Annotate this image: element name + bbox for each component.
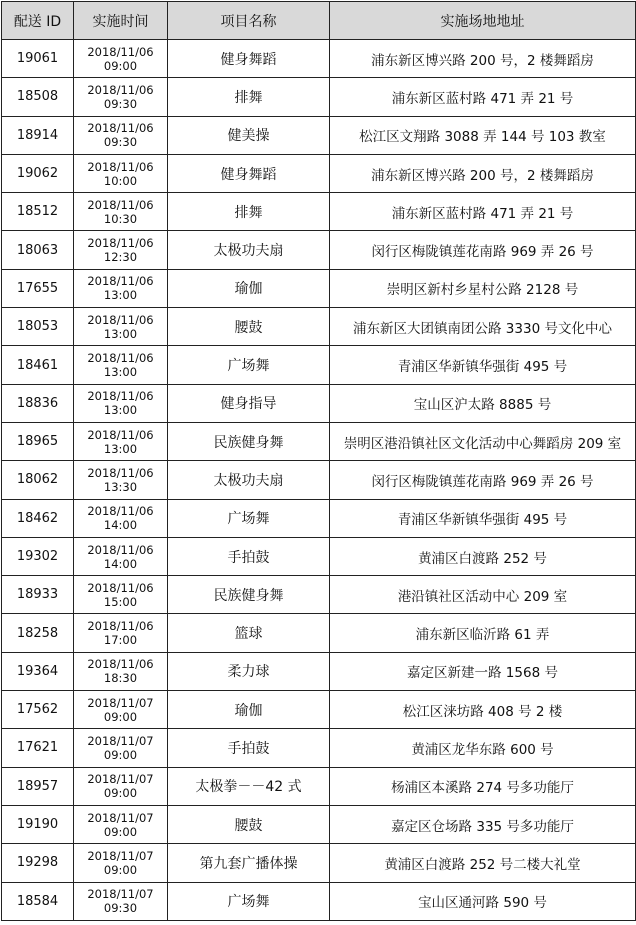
cell-address: 宝山区沪太路 8885 号 (330, 384, 636, 422)
header-id: 配送 ID (2, 2, 74, 40)
cell-date: 2018/11/06 (87, 236, 154, 251)
cell-time (74, 384, 168, 422)
cell-date: 2018/11/07 (87, 695, 154, 710)
cell-time (74, 805, 168, 843)
cell-id: 18933 (2, 576, 74, 614)
cell-project-name: 广场舞 (168, 882, 330, 920)
cell-time (74, 346, 168, 384)
table-row (2, 116, 636, 154)
cell-id: 19062 (2, 154, 74, 192)
table-row (2, 805, 636, 843)
cell-address: 青浦区华新镇华强街 495 号 (330, 346, 636, 384)
cell-time (74, 461, 168, 499)
cell-time (74, 154, 168, 192)
cell-id: 18508 (2, 78, 74, 116)
cell-clock: 09:00 (103, 862, 138, 877)
cell-project-name: 健美操 (168, 116, 330, 154)
cell-clock: 09:00 (103, 824, 138, 839)
cell-clock: 12:30 (103, 250, 138, 265)
header-time: 实施时间 (74, 2, 168, 40)
cell-address: 黄浦区白渡路 252 号二楼大礼堂 (330, 844, 636, 882)
cell-id: 18957 (2, 767, 74, 805)
cell-id: 17655 (2, 269, 74, 307)
cell-date: 2018/11/07 (87, 848, 154, 863)
cell-project-name: 瑜伽 (168, 269, 330, 307)
cell-clock: 13:00 (103, 365, 138, 380)
cell-address: 闵行区梅陇镇莲花南路 969 弄 26 号 (330, 461, 636, 499)
cell-id: 18462 (2, 499, 74, 537)
cell-address: 宝山区通河路 590 号 (330, 882, 636, 920)
cell-address: 青浦区华新镇华强街 495 号 (330, 499, 636, 537)
table-row (2, 231, 636, 269)
cell-clock: 09:00 (103, 709, 138, 724)
cell-date: 2018/11/06 (87, 312, 154, 327)
cell-project-name: 柔力球 (168, 652, 330, 690)
cell-clock: 10:00 (103, 173, 138, 188)
cell-clock: 09:00 (103, 747, 138, 762)
cell-date: 2018/11/06 (87, 542, 154, 557)
table-row (2, 384, 636, 422)
cell-id: 18836 (2, 384, 74, 422)
cell-time (74, 308, 168, 346)
cell-project-name: 瑜伽 (168, 691, 330, 729)
cell-time (74, 422, 168, 460)
header-name: 项目名称 (168, 2, 330, 40)
cell-project-name: 第九套广播体操 (168, 844, 330, 882)
cell-clock: 18:30 (103, 671, 138, 686)
cell-project-name: 排舞 (168, 78, 330, 116)
table-row (2, 346, 636, 384)
cell-date: 2018/11/06 (87, 580, 154, 595)
cell-address: 黄浦区白渡路 252 号 (330, 537, 636, 575)
cell-time (74, 729, 168, 767)
cell-address: 嘉定区新建一路 1568 号 (330, 652, 636, 690)
cell-address: 浦东新区临沂路 61 弄 (330, 614, 636, 652)
table-row (2, 499, 636, 537)
cell-project-name: 腰鼓 (168, 308, 330, 346)
cell-date: 2018/11/06 (87, 44, 154, 59)
cell-address: 崇明区新村乡星村公路 2128 号 (330, 269, 636, 307)
cell-time (74, 576, 168, 614)
cell-id: 18062 (2, 461, 74, 499)
cell-time (74, 40, 168, 78)
cell-clock: 15:00 (103, 594, 138, 609)
cell-id: 18584 (2, 882, 74, 920)
header-row (2, 2, 636, 40)
cell-clock: 10:30 (103, 211, 138, 226)
cell-date: 2018/11/06 (87, 657, 154, 672)
cell-time (74, 691, 168, 729)
cell-time (74, 499, 168, 537)
cell-time (74, 269, 168, 307)
table-row (2, 614, 636, 652)
cell-project-name: 排舞 (168, 193, 330, 231)
cell-time (74, 882, 168, 920)
cell-id: 18965 (2, 422, 74, 460)
cell-id: 19190 (2, 805, 74, 843)
cell-id: 19061 (2, 40, 74, 78)
schedule-table (1, 1, 636, 921)
cell-project-name: 腰鼓 (168, 805, 330, 843)
table-row (2, 422, 636, 460)
cell-id: 19298 (2, 844, 74, 882)
cell-address: 闵行区梅陇镇莲花南路 969 弄 26 号 (330, 231, 636, 269)
cell-address: 杨浦区本溪路 274 号多功能厅 (330, 767, 636, 805)
table-body (2, 40, 636, 921)
cell-date: 2018/11/06 (87, 427, 154, 442)
cell-project-name: 太极功夫扇 (168, 231, 330, 269)
cell-project-name: 健身指导 (168, 384, 330, 422)
cell-project-name: 太极拳－－42 式 (168, 767, 330, 805)
cell-project-name: 手拍鼓 (168, 537, 330, 575)
cell-time (74, 844, 168, 882)
cell-address: 松江区涞坊路 408 号 2 楼 (330, 691, 636, 729)
cell-date: 2018/11/06 (87, 351, 154, 366)
cell-address: 浦东新区蓝村路 471 弄 21 号 (330, 78, 636, 116)
cell-id: 18053 (2, 308, 74, 346)
cell-time (74, 652, 168, 690)
cell-clock: 13:00 (103, 441, 138, 456)
cell-time (74, 614, 168, 652)
cell-date: 2018/11/06 (87, 197, 154, 212)
table-row (2, 193, 636, 231)
table-header (2, 2, 636, 40)
table-row (2, 691, 636, 729)
cell-clock: 13:00 (103, 288, 138, 303)
cell-id: 19302 (2, 537, 74, 575)
table-row (2, 729, 636, 767)
cell-id: 18461 (2, 346, 74, 384)
table-row (2, 767, 636, 805)
cell-address: 港沿镇社区活动中心 209 室 (330, 576, 636, 614)
table-row (2, 461, 636, 499)
cell-address: 崇明区港沿镇社区文化活动中心舞蹈房 209 室 (330, 422, 636, 460)
cell-project-name: 健身舞蹈 (168, 40, 330, 78)
cell-address: 浦东新区博兴路 200 号，2 楼舞蹈房 (330, 40, 636, 78)
cell-clock: 13:30 (103, 479, 138, 494)
cell-address: 浦东新区博兴路 200 号，2 楼舞蹈房 (330, 154, 636, 192)
cell-address: 浦东新区蓝村路 471 弄 21 号 (330, 193, 636, 231)
cell-clock: 17:00 (103, 633, 138, 648)
cell-address: 嘉定区仓场路 335 号多功能厅 (330, 805, 636, 843)
cell-address: 松江区文翔路 3088 弄 144 号 103 教室 (330, 116, 636, 154)
cell-project-name: 太极功夫扇 (168, 461, 330, 499)
cell-date: 2018/11/06 (87, 504, 154, 519)
table-row (2, 40, 636, 78)
cell-id: 17562 (2, 691, 74, 729)
cell-id: 18512 (2, 193, 74, 231)
table-row (2, 576, 636, 614)
cell-time (74, 116, 168, 154)
table-row (2, 154, 636, 192)
cell-id: 18258 (2, 614, 74, 652)
table-row (2, 269, 636, 307)
cell-clock: 14:00 (103, 556, 138, 571)
table-row (2, 78, 636, 116)
cell-date: 2018/11/06 (87, 159, 154, 174)
cell-address: 黄浦区龙华东路 600 号 (330, 729, 636, 767)
header-address: 实施场地地址 (330, 2, 636, 40)
cell-id: 17621 (2, 729, 74, 767)
cell-clock: 09:00 (103, 786, 138, 801)
cell-time (74, 193, 168, 231)
cell-project-name: 健身舞蹈 (168, 154, 330, 192)
cell-date: 2018/11/06 (87, 619, 154, 634)
cell-id: 18914 (2, 116, 74, 154)
table-row (2, 537, 636, 575)
cell-time (74, 537, 168, 575)
cell-date: 2018/11/06 (87, 274, 154, 289)
cell-clock: 13:00 (103, 403, 138, 418)
cell-address: 浦东新区大团镇南团公路 3330 号文化中心 (330, 308, 636, 346)
cell-id: 18063 (2, 231, 74, 269)
cell-id: 19364 (2, 652, 74, 690)
table-row (2, 308, 636, 346)
cell-date: 2018/11/06 (87, 82, 154, 97)
cell-project-name: 广场舞 (168, 346, 330, 384)
table-row (2, 652, 636, 690)
cell-project-name: 民族健身舞 (168, 576, 330, 614)
cell-time (74, 78, 168, 116)
cell-project-name: 手拍鼓 (168, 729, 330, 767)
cell-clock: 09:30 (103, 135, 138, 150)
cell-clock: 09:00 (103, 58, 138, 73)
cell-project-name: 广场舞 (168, 499, 330, 537)
cell-clock: 14:00 (103, 518, 138, 533)
cell-date: 2018/11/06 (87, 389, 154, 404)
cell-clock: 09:30 (103, 96, 138, 111)
cell-clock: 09:30 (103, 901, 138, 916)
cell-date: 2018/11/07 (87, 810, 154, 825)
table-row (2, 844, 636, 882)
cell-project-name: 篮球 (168, 614, 330, 652)
cell-date: 2018/11/06 (87, 465, 154, 480)
cell-time (74, 767, 168, 805)
cell-date: 2018/11/07 (87, 733, 154, 748)
cell-date: 2018/11/07 (87, 772, 154, 787)
cell-date: 2018/11/06 (87, 121, 154, 136)
cell-project-name: 民族健身舞 (168, 422, 330, 460)
cell-time (74, 231, 168, 269)
cell-date: 2018/11/07 (87, 887, 154, 902)
table-row (2, 882, 636, 920)
cell-clock: 13:00 (103, 326, 138, 341)
